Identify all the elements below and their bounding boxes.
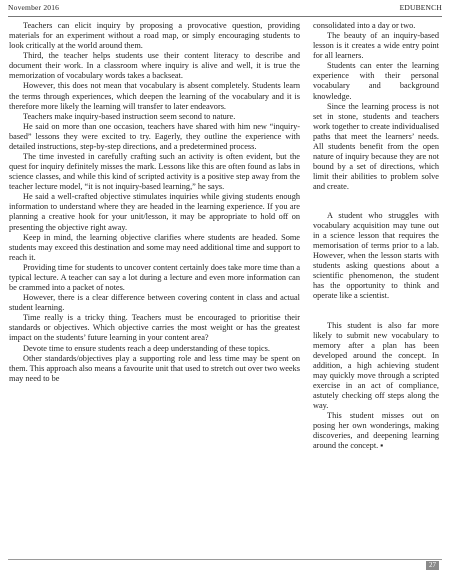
- paragraph: He said a well-crafted objective stimulates inquiries while giving students enough information to understand where they are headed in the learning experience. If you are planning a creative hook for your unit/lesson, it may be appropriate to hold off on presenting the objective right away.: [9, 192, 300, 232]
- paragraph: Since the learning process is not set in stone, students and teachers work together to create individualised paths that meet the learners’ needs. All students benefit from the open nature of inquiry because they are not bound by a set of directions, which limit their abilities to problem solve and create.: [313, 101, 439, 192]
- footer-rule: [8, 559, 442, 560]
- closing-paragraph: [313, 411, 439, 451]
- paragraph: Providing time for students to uncover content certainly does take more time than a typical lecture. A teacher can say a lot during a lecture and even more information can be crammed into a packet of notes.: [9, 262, 300, 292]
- paragraph: Other standards/objectives play a supporting role and less time may be spent on them. This approach also means a favourite unit that used to stretch out over two weeks may need to be: [9, 353, 300, 383]
- paragraph: Teachers can elicit inquiry by proposing a provocative question, providing materials for an experiment without a road map, or simply encouraging students to look critically at the world around them.: [9, 21, 300, 51]
- paragraph: Students can enter the learning experience with their personal vocabulary and background knowledge.: [313, 61, 439, 101]
- right-column: [313, 21, 439, 541]
- paragraph: consolidated into a day or two.: [313, 21, 416, 30]
- publication-name: EDUBENCH: [399, 3, 442, 12]
- header-rule: [8, 16, 442, 17]
- paragraph: He said on more than one occasion, teachers have shared with him new “inquiry-based” lessons they were excited to try. Eagerly, they outline the experience with detailed instructions, step-by-step directions, and a predetermined process.: [9, 121, 300, 151]
- paragraph: Devote time to ensure students reach a deep understanding of these topics.: [23, 343, 270, 353]
- paragraph: Keep in mind, the learning objective clarifies where students are headed. Some students may exceed this destination and some may need additional time and support to reach it.: [9, 232, 300, 262]
- paragraph: However, there is a clear difference between covering content in class and actual student learning.: [9, 293, 300, 313]
- left-column: [9, 21, 300, 541]
- paragraph: Teachers make inquiry-based instruction seem second to nature.: [23, 111, 236, 121]
- paragraph: Time really is a tricky thing. Teachers must be encouraged to prioritise their standards or objectives. Which objective carries the most weight or has the greatest impact on the students’ future learning in your content area?: [9, 313, 300, 343]
- paragraph: However, this does not mean that vocabulary is absent completely. Students learn the terms through experiences, which deepen the learning of the vocabulary and it is therefore more likely the learning will transfer to later endeavors.: [9, 81, 300, 111]
- paragraph-text: This student misses out on posing her own wonderings, making discoveries, and deepening learning around the concept.: [313, 411, 439, 451]
- paragraph: The beauty of an inquiry-based lesson is it creates a wide entry point for all learners.: [313, 31, 439, 61]
- page-header: [8, 3, 442, 17]
- issue-date: November 2016: [8, 3, 60, 12]
- paragraph: This student is also far more likely to submit new vocabulary to memory after a plan has been developed around the concept. In addition, a high achieving student may quickly move through a scripted exercise in an act of compliance, astutely checking off steps along the way.: [313, 320, 439, 410]
- paragraph: A student who struggles with vocabulary acquisition may tune out in a science lesson that requires the memorisation of terms prior to a lab. However, when the lesson starts with students asking questions about a scientific phenomenon, the student has the opportunity to think and operate like a scientist.: [313, 211, 439, 301]
- end-of-article-mark: ▪: [380, 441, 384, 451]
- paragraph: Third, the teacher helps students use their content literacy to describe and document their work. In a classroom where inquiry is alive and well, it is true the memorization of vocabulary words takes a backseat.: [9, 51, 300, 81]
- page-number: 27: [426, 561, 439, 570]
- paragraph: The time invested in carefully crafting such an activity is often evident, but the quest for inquiry definitely misses the mark. Lessons like this are often found as labs in science classes, and while this kind of scripted activity is a positive step away from the teacher lecture model, “it is not inquiry-based learning,” he says.: [9, 152, 300, 192]
